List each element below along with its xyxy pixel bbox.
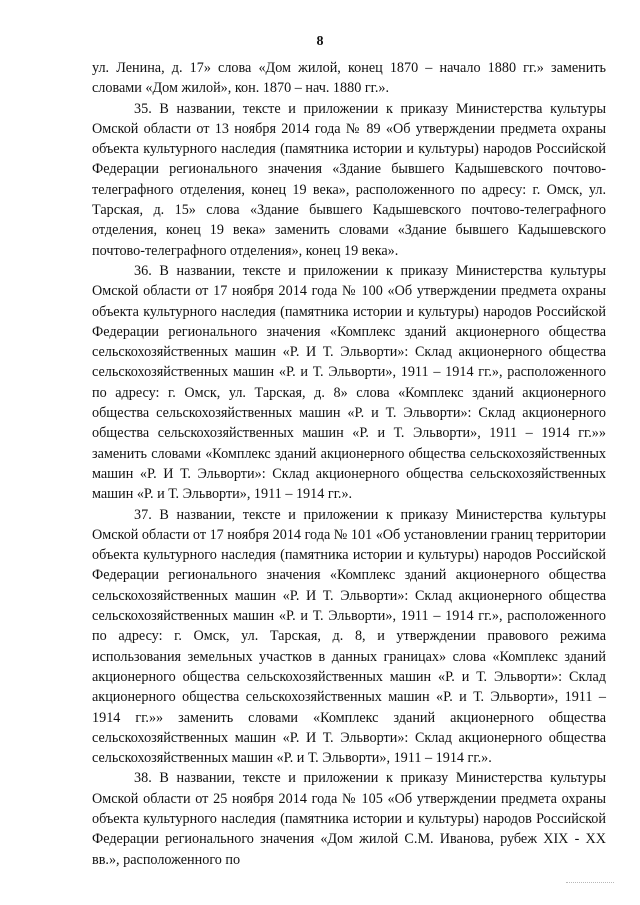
page-number: 8 <box>316 34 324 49</box>
scan-artifact-line <box>566 882 614 883</box>
paragraph-35: 35. В названии, тексте и приложении к приказу Министерства культуры Омской области от 13 ноября 2014 года № 89 «Об утверждении предмета охраны объекта культурного наследия (памятника истории и культуры) народов Российской Федерации регионального значения «Здание бывшего Кадышевского почтово-телеграфного отделения, конец 19 века», расположенного по адресу: г. Омск, ул. Тарская, д. 15» слова «Здание бывшего Кадышевского почтово-телеграфного отделения, конец 19 века» заменить словами «Здание бывшего Кадышевского почтово-телеграфного отделения», конец 19 века». <box>92 100 606 259</box>
paragraph-continuation: ул. Ленина, д. 17» слова «Дом жилой, конец 1870 – начало 1880 гг.» заменить словами «Дом жилой», кон. 1870 – нач. 1880 гг.». <box>92 60 606 97</box>
document-body <box>92 58 606 870</box>
paragraph-37: 37. В названии, тексте и приложении к приказу Министерства культуры Омской области от 17 ноября 2014 года № 101 «Об установлении границ территории объекта культурного наследия (памятника истории и культуры) народов Российской Федерации регионального значения «Комплекс зданий акционерного общества сельскохозяйственных машин «Р. И Т. Эльворти»: Склад акционерного общества сельскохозяйственных машин «Р. и Т. Эльворти», 1911 – 1914 гг.», расположенного по адресу: г. Омск, ул. Тарская, д. 8, и утверждении правового режима использования земельных участков в данных границах» слова «Комплекс зданий акционерного общества сельскохозяйственных машин «Р. и Т. Эльворти»: Склад акционерного общества сельскохозяйственных машин «Р. и Т. Эльворти», 1911 – 1914 гг.»» заменить словами «Комплекс зданий акционерного общества сельскохозяйственных машин «Р. И Т. Эльворти»: Склад акционерного общества сельскохозяйственных машин «Р. и Т. Эльворти», 1911 – 1914 гг.». <box>92 506 606 767</box>
paragraph-38: 38. В названии, тексте и приложении к приказу Министерства культуры Омской области от 25 ноября 2014 года № 105 «Об утверждении предмета охраны объекта культурного наследия (памятника истории и культуры) народов Российской Федерации регионального значения «Дом жилой С.М. Иванова, рубеж XIX - XX вв.», расположенного по <box>92 770 606 868</box>
paragraph-36: 36. В названии, тексте и приложении к приказу Министерства культуры Омской области от 17 ноября 2014 года № 100 «Об утверждении предмета охраны объекта культурного наследия (памятника истории и культуры) народов Российской Федерации регионального значения «Комплекс зданий акционерного общества сельскохозяйственных машин «Р. И Т. Эльворти»: Склад акционерного общества сельскохозяйственных машин «Р. и Т. Эльворти», 1911 – 1914 гг.», расположенного по адресу: г. Омск, ул. Тарская, д. 8» слова «Комплекс зданий акционерного общества сельскохозяйственных машин «Р. и Т. Эльворти»: Склад акционерного общества сельскохозяйственных машин «Р. и Т. Эльворти», 1911 – 1914 гг.»» заменить словами «Комплекс зданий акционерного общества сельскохозяйственных машин «Р. И Т. Эльворти»: Склад акционерного общества сельскохозяйственных машин «Р. и Т. Эльворти», 1911 – 1914 гг.». <box>92 262 606 503</box>
